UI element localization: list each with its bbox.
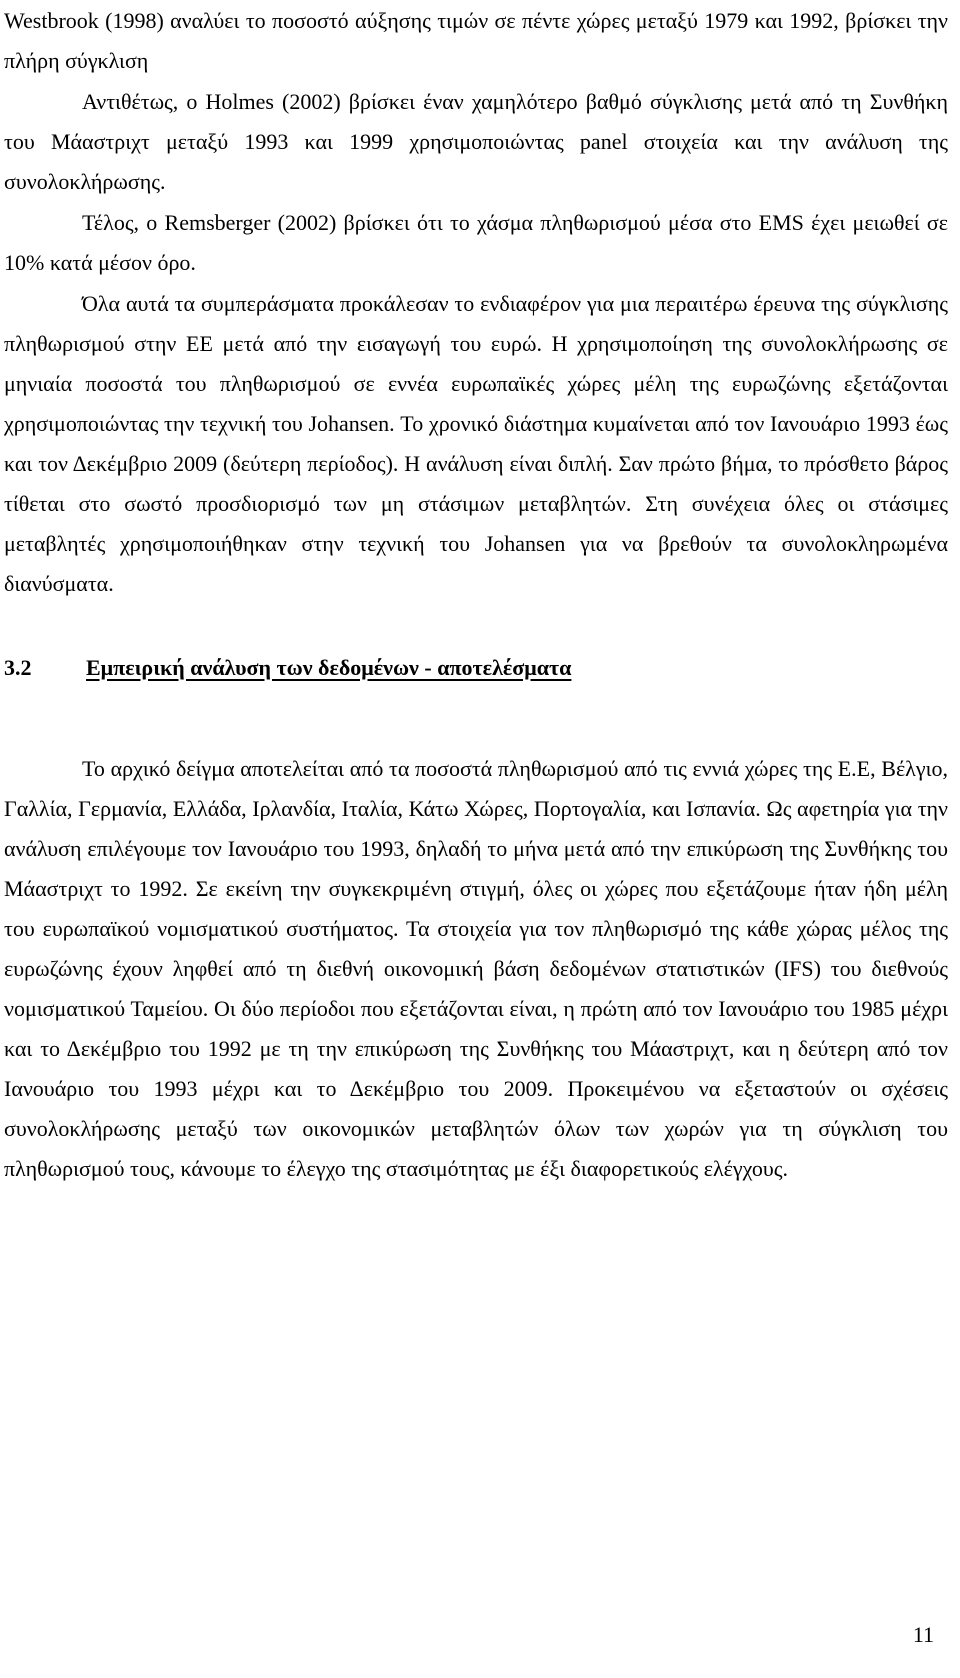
paragraph-holmes: Αντιθέτως, ο Holmes (2002) βρίσκει έναν χαμηλότερο βαθμό σύγκλισης μετά από τη Συνθήκη του Μάαστριχτ μεταξύ 1993 και 1999 χρησιμοποιώντας panel στοιχεία και την ανάλυση της συνολοκλήρωσης. <box>4 89 948 194</box>
paragraph-sample: Το αρχικό δείγμα αποτελείται από τα ποσοστά πληθωρισμού από τις εννιά χώρες της Ε.Ε, Βέλγιο, Γαλλία, Γερμανία, Ελλάδα, Ιρλανδία, Ιταλία, Κάτω Χώρες, Πορτογαλία, και Ισπανία. Ως αφετηρία για την ανάλυση επιλέγουμε τον Ιανουάριο του 1993, δηλαδή το μήνα μετά από την επικύρωση της Συνθήκης του Μάαστριχτ το 1992. Σε εκείνη την συγκεκριμένη στιγμή, όλες οι χώρες που εξετάζουμε ήταν ήδη μέλη του ευρωπαϊκού νομισματικού συστήματος. Τα στοιχεία για τον πληθωρισμό της κάθε χώρας μέλος της ευρωζώνης έχουν ληφθεί από τη διεθνή οικονομική βάση δεδομένων στατιστικών (IFS) του διεθνούς νομισματικού Ταμείου. Οι δύο περίοδοι που εξετάζονται είναι, η πρώτη από τον Ιανουάριο του 1985 μέχρι και το Δεκέμβριο του 1992 με τη την επικύρωση της Συνθήκης του Μάαστριχτ, και η δεύτερη από τον Ιανουάριο του 1993 μέχρι και το Δεκέμβριο του 2009. Προκειμένου να εξεταστούν οι σχέσεις συνολοκλήρωσης μεταξύ των οικονομικών μεταβλητών όλων των χωρών για τη σύγκλιση του πληθωρισμού τους, κάνουμε το έλεγχο της στασιμότητας με έξι διαφορετικούς ελέγχους. <box>4 756 948 1181</box>
section-title: Εμπειρική ανάλυση των δεδομένων - αποτελέσματα <box>86 655 572 680</box>
section-heading <box>4 648 948 688</box>
paragraph-conclusions: Όλα αυτά τα συμπεράσματα προκάλεσαν το ενδιαφέρον για μια περαιτέρω έρευνα της σύγκλισης πληθωρισμού στην ΕΕ μετά από την εισαγωγή του ευρώ. Η χρησιμοποίηση της συνολοκλήρωσης σε μηνιαία ποσοστά του πληθωρισμού σε εννέα ευρωπαϊκές χώρες μέλη της ευρωζώνης εξετάζονται χρησιμοποιώντας την τεχνική του Johansen. Το χρονικό διάστημα κυμαίνεται από τον Ιανουάριο 1993 έως και τον Δεκέμβριο 2009 (δεύτερη περίοδος). Η ανάλυση είναι διπλή. Σαν πρώτο βήμα, το πρόσθετο βάρος τίθεται στο σωστό προσδιορισμό των μη στάσιμων μεταβλητών. Στη συνέχεια όλες οι στάσιμες μεταβλητές χρησιμοποιήθηκαν στην τεχνική του Johansen για να βρεθούν τα συνολοκληρωμένα διανύσματα. <box>4 291 948 596</box>
page-number: 11 <box>912 1622 934 1647</box>
spacer <box>4 688 948 748</box>
section-number: 3.2 <box>4 655 32 680</box>
paragraph-westbrook: Westbrook (1998) αναλύει το ποσοστό αύξησης τιμών σε πέντε χώρες μεταξύ 1979 και 1992, βρίσκει την πλήρη σύγκλιση <box>4 8 948 73</box>
spacer <box>4 604 948 648</box>
paragraph-remsberger: Τέλος, ο Remsberger (2002) βρίσκει ότι το χάσμα πληθωρισμού μέσα στο EMS έχει μειωθεί σε 10% κατά μέσον όρο. <box>4 210 948 275</box>
document-page <box>4 0 948 1678</box>
